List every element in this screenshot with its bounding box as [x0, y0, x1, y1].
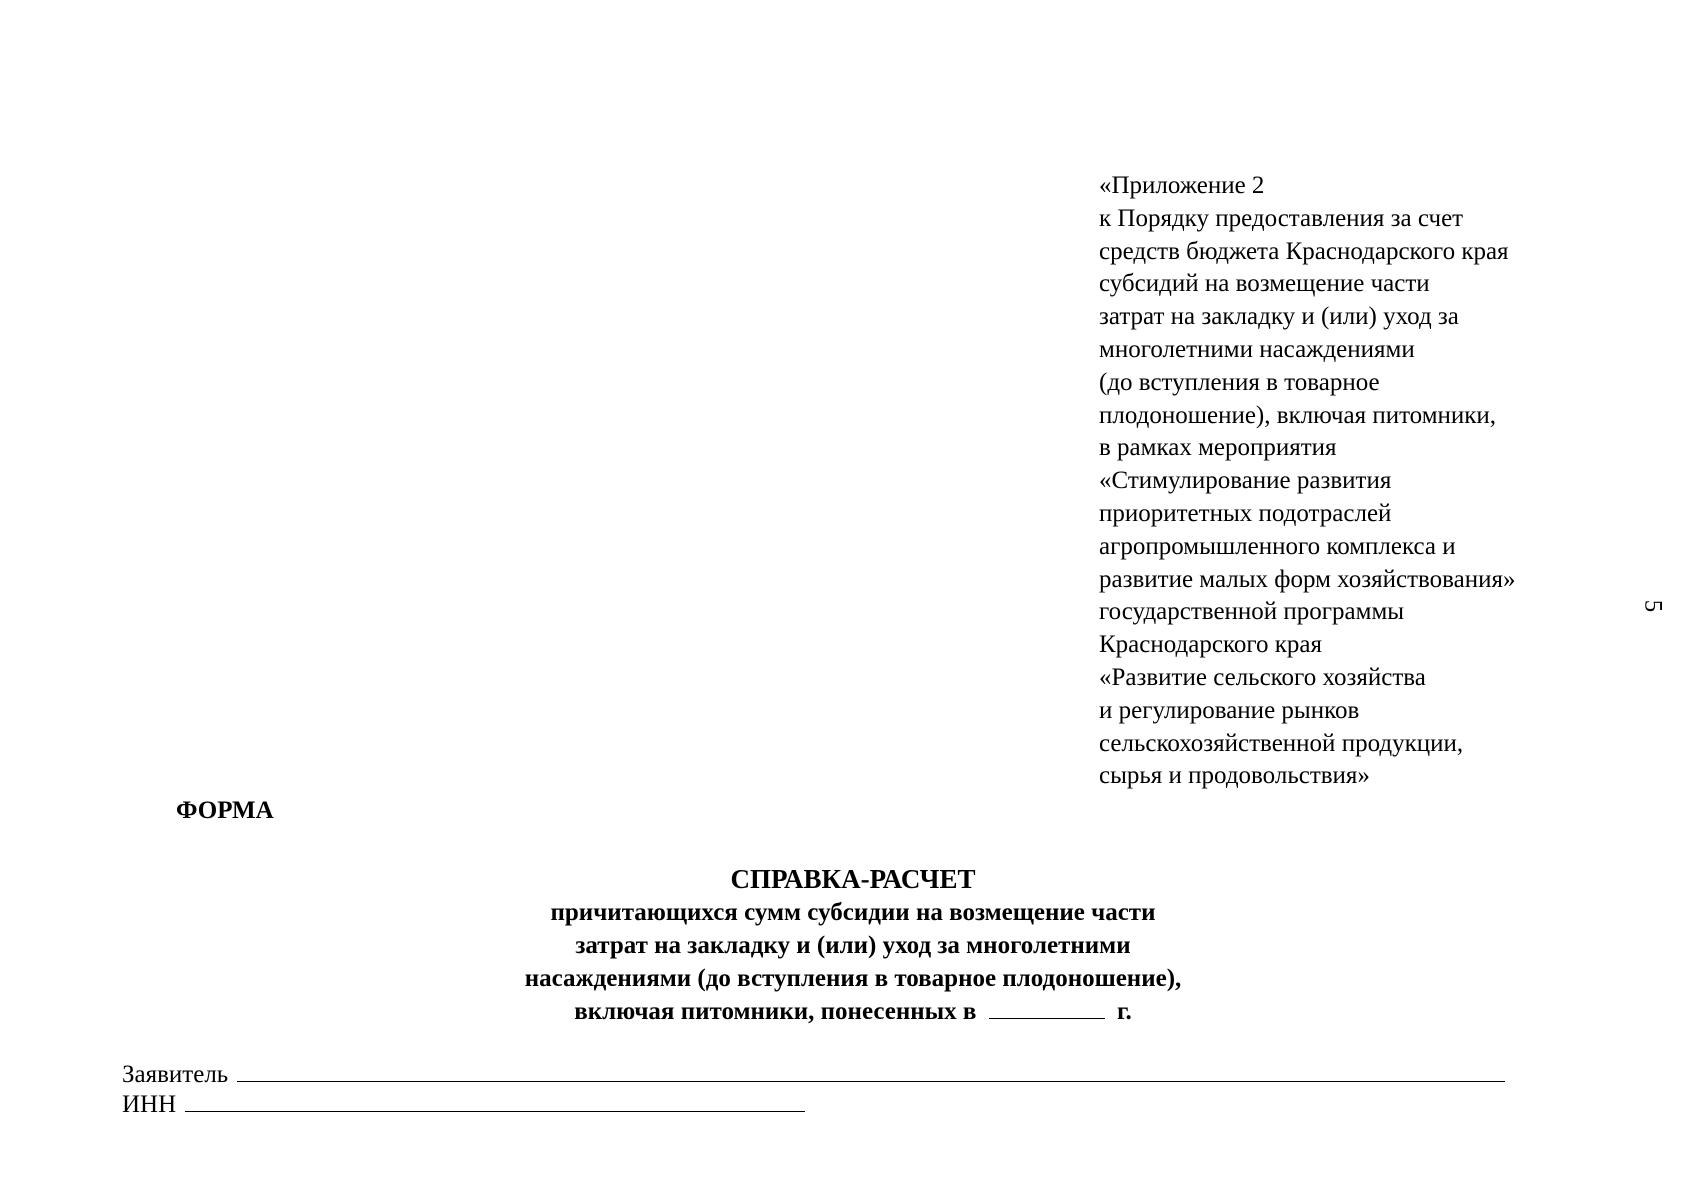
year-blank-field[interactable]: [989, 996, 1105, 1019]
appendix-line: Краснодарского края: [1099, 631, 1322, 659]
appendix-header: [1099, 170, 1619, 793]
appendix-line: развитие малых форм хозяйствования»: [1099, 565, 1516, 593]
applicant-label: Заявитель: [122, 1061, 229, 1088]
title-last-line: [0, 995, 1706, 1028]
title-last-line-suffix: г.: [1116, 998, 1132, 1025]
appendix-line: сырья и продовольствия»: [1099, 762, 1370, 790]
appendix-line: «Приложение 2: [1099, 172, 1265, 199]
title-subline: причитающихся сумм субсидии на возмещение части: [550, 899, 1156, 926]
appendix-line: субсидий на возмещение части: [1099, 270, 1430, 298]
appendix-line: затрат на закладку и (или) уход за: [1099, 303, 1459, 331]
applicant-row: [122, 1059, 1505, 1090]
title-subline: насаждениями (до вступления в товарное плодоношение),: [524, 965, 1182, 992]
appendix-line: «Стимулирование развития: [1099, 467, 1392, 495]
form-label: ФОРМА: [176, 797, 274, 824]
document-title-block: [0, 862, 1706, 1028]
title-last-line-prefix: включая питомники, понесенных в: [574, 998, 977, 1025]
applicant-blank-field[interactable]: [237, 1059, 1505, 1082]
inn-row: [122, 1089, 805, 1120]
appendix-line: агропромышленного комплекса и: [1099, 532, 1456, 560]
appendix-line: «Развитие сельского хозяйства: [1099, 663, 1426, 691]
appendix-line: в рамках мероприятия: [1099, 434, 1337, 462]
appendix-line: приоритетных подотраслей: [1099, 499, 1392, 527]
appendix-line: сельскохозяйственной продукции,: [1099, 729, 1464, 757]
inn-label: ИНН: [122, 1091, 177, 1118]
document-title: СПРАВКА-РАСЧЕТ: [730, 864, 976, 894]
appendix-line: и регулирование рынков: [1099, 696, 1360, 724]
appendix-line: плодоношение), включая питомники,: [1099, 401, 1497, 429]
page-number: 5: [1639, 599, 1667, 613]
appendix-line: государственной программы: [1099, 598, 1405, 626]
appendix-line: средств бюджета Краснодарского края: [1099, 237, 1509, 265]
inn-blank-field[interactable]: [185, 1089, 805, 1112]
title-subline: затрат на закладку и (или) уход за многолетними: [575, 932, 1131, 959]
appendix-line: многолетними насаждениями: [1099, 335, 1415, 363]
appendix-line: (до вступления в товарное: [1099, 368, 1380, 396]
appendix-line: к Порядку предоставления за счет: [1099, 204, 1464, 232]
